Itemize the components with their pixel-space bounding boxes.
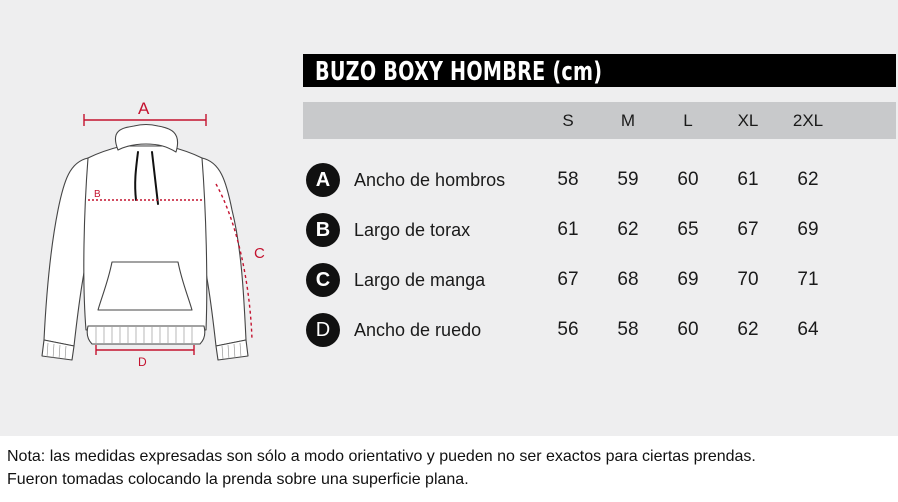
cell-d-l: 60 — [677, 319, 699, 340]
row-badge-b: B — [306, 213, 340, 247]
cell-b-2xl: 69 — [797, 219, 819, 240]
cell-d-m: 58 — [617, 319, 639, 340]
table-title-bar — [303, 54, 896, 87]
row-label-d: Ancho de ruedo — [354, 320, 482, 340]
note-line-1: Nota: las medidas expresadas son sólo a modo orientativo y pueden no ser exactos para ciertas prendas. — [7, 448, 756, 465]
cell-c-l: 69 — [677, 269, 699, 290]
measure-b-label: B — [94, 189, 101, 200]
size-header-xl: XL — [737, 111, 759, 130]
cell-d-2xl: 64 — [797, 319, 819, 340]
cell-a-s: 58 — [557, 169, 579, 190]
cell-b-l: 65 — [677, 219, 699, 240]
note-line-2: Fueron tomadas colocando la prenda sobre una superficie plana. — [7, 471, 469, 488]
cell-b-m: 62 — [617, 219, 639, 240]
cell-d-s: 56 — [557, 319, 579, 340]
cell-b-s: 61 — [557, 219, 579, 240]
cell-a-2xl: 62 — [797, 169, 819, 190]
row-label-a: Ancho de hombros — [354, 170, 506, 190]
row-badge-a: A — [306, 163, 340, 197]
kangaroo-pocket — [98, 262, 192, 310]
cell-c-m: 68 — [617, 269, 639, 290]
row-label-c: Largo de manga — [354, 270, 486, 290]
size-header-2xl: 2XL — [792, 111, 824, 130]
cell-d-xl: 62 — [737, 319, 759, 340]
hoodie-diagram — [30, 90, 290, 380]
row-label-b: Largo de torax — [354, 220, 471, 240]
table-title: BUZO BOXY HOMBRE (cm) — [315, 57, 603, 87]
row-badge-d: D — [306, 313, 340, 347]
cell-c-s: 67 — [557, 269, 579, 290]
measure-d-label: D — [138, 355, 147, 369]
cell-a-xl: 61 — [737, 169, 759, 190]
cell-b-xl: 67 — [737, 219, 759, 240]
row-badge-c: C — [306, 263, 340, 297]
size-header-l: L — [683, 111, 693, 130]
measure-c-label: C — [254, 245, 265, 262]
waistband — [87, 326, 205, 344]
size-header-s: S — [562, 111, 574, 130]
size-header-m: M — [620, 111, 636, 130]
cell-c-xl: 70 — [737, 269, 759, 290]
cell-c-2xl: 71 — [797, 269, 819, 290]
measure-a-label: A — [138, 99, 150, 118]
cell-a-m: 59 — [617, 169, 639, 190]
cell-a-l: 60 — [677, 169, 699, 190]
